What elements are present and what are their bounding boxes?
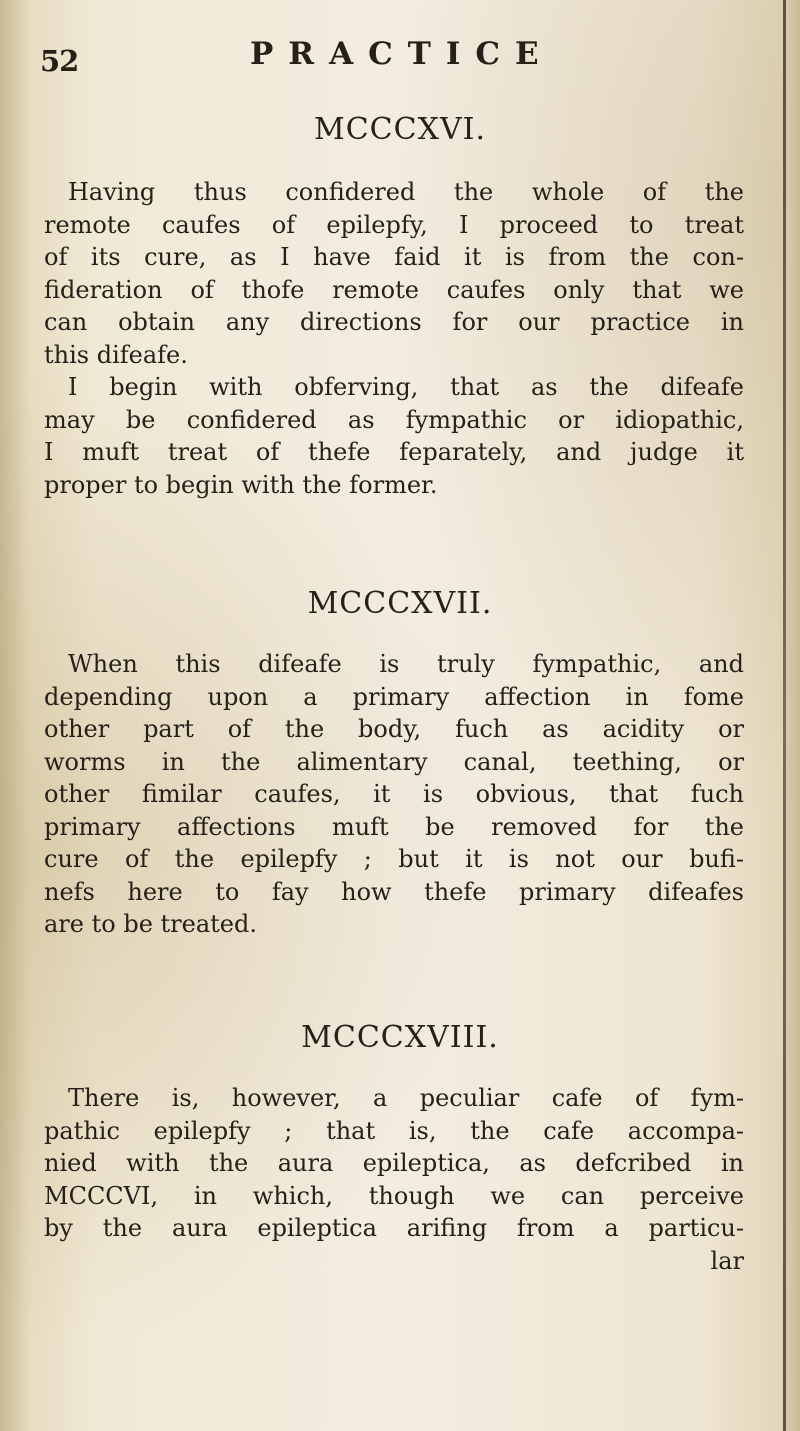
text-line: nied with the aura epileptica, as defcribed in <box>44 1149 744 1177</box>
text-line: this difeafe. <box>44 340 188 369</box>
page-edge-line <box>783 0 786 1431</box>
text-line: MCCCVI, in which, though we can perceive <box>44 1181 744 1210</box>
section-heading: MCCCXVIII. <box>301 1020 499 1055</box>
text-line: may be confidered as fympathic or idiopathic, <box>44 405 744 434</box>
page-gutter-shadow <box>0 0 30 1431</box>
text-line: primary affections muft be removed for the <box>44 812 744 841</box>
text-line: Having thus confidered the whole of the <box>68 178 744 206</box>
page-header <box>0 36 800 76</box>
text-line: can obtain any directions for our practice in <box>44 308 744 336</box>
page-edge <box>786 0 800 1431</box>
paragraph <box>44 371 744 501</box>
text-line: other fimilar caufes, it is obvious, that fuch <box>44 780 744 808</box>
text-line: fideration of thofe remote caufes only that we <box>44 275 744 304</box>
text-line: I begin with obferving, that as the difeafe <box>68 373 744 401</box>
text-line: I muft treat of thefe feparately, and judge it <box>44 438 744 466</box>
text-line: are to be treated. <box>44 910 257 938</box>
text-line: depending upon a primary affection in fome <box>44 682 744 711</box>
text-line: by the aura epileptica arifing from a particu- <box>44 1214 744 1242</box>
text-line: pathic epilepfy ; that is, the cafe accompa- <box>44 1116 744 1145</box>
text-line: nefs here to fay how thefe primary difeafes <box>44 877 744 906</box>
text-line: proper to begin with the former. <box>44 470 438 499</box>
text-line: worms in the alimentary canal, teething, or <box>44 747 744 776</box>
text-line: When this difeafe is truly fympathic, and <box>68 650 744 678</box>
text-line: lar <box>710 1246 744 1275</box>
paragraph <box>44 176 744 371</box>
text-line: cure of the epilepfy ; but it is not our bufi- <box>44 845 744 873</box>
paragraph <box>44 1082 744 1277</box>
text-line: of its cure, as I have faid it is from the con- <box>44 243 744 271</box>
running-head: PRACTICE <box>250 36 554 72</box>
section-heading: MCCCXVII. <box>307 586 493 621</box>
text-line: other part of the body, fuch as acidity or <box>44 715 744 743</box>
text-line: There is, however, a peculiar cafe of fym- <box>68 1084 744 1112</box>
section-heading: MCCCXVI. <box>314 112 486 147</box>
text-line: remote caufes of epilepfy, I proceed to treat <box>44 210 744 239</box>
paragraph <box>44 648 744 941</box>
page-number: 52 <box>40 44 79 78</box>
